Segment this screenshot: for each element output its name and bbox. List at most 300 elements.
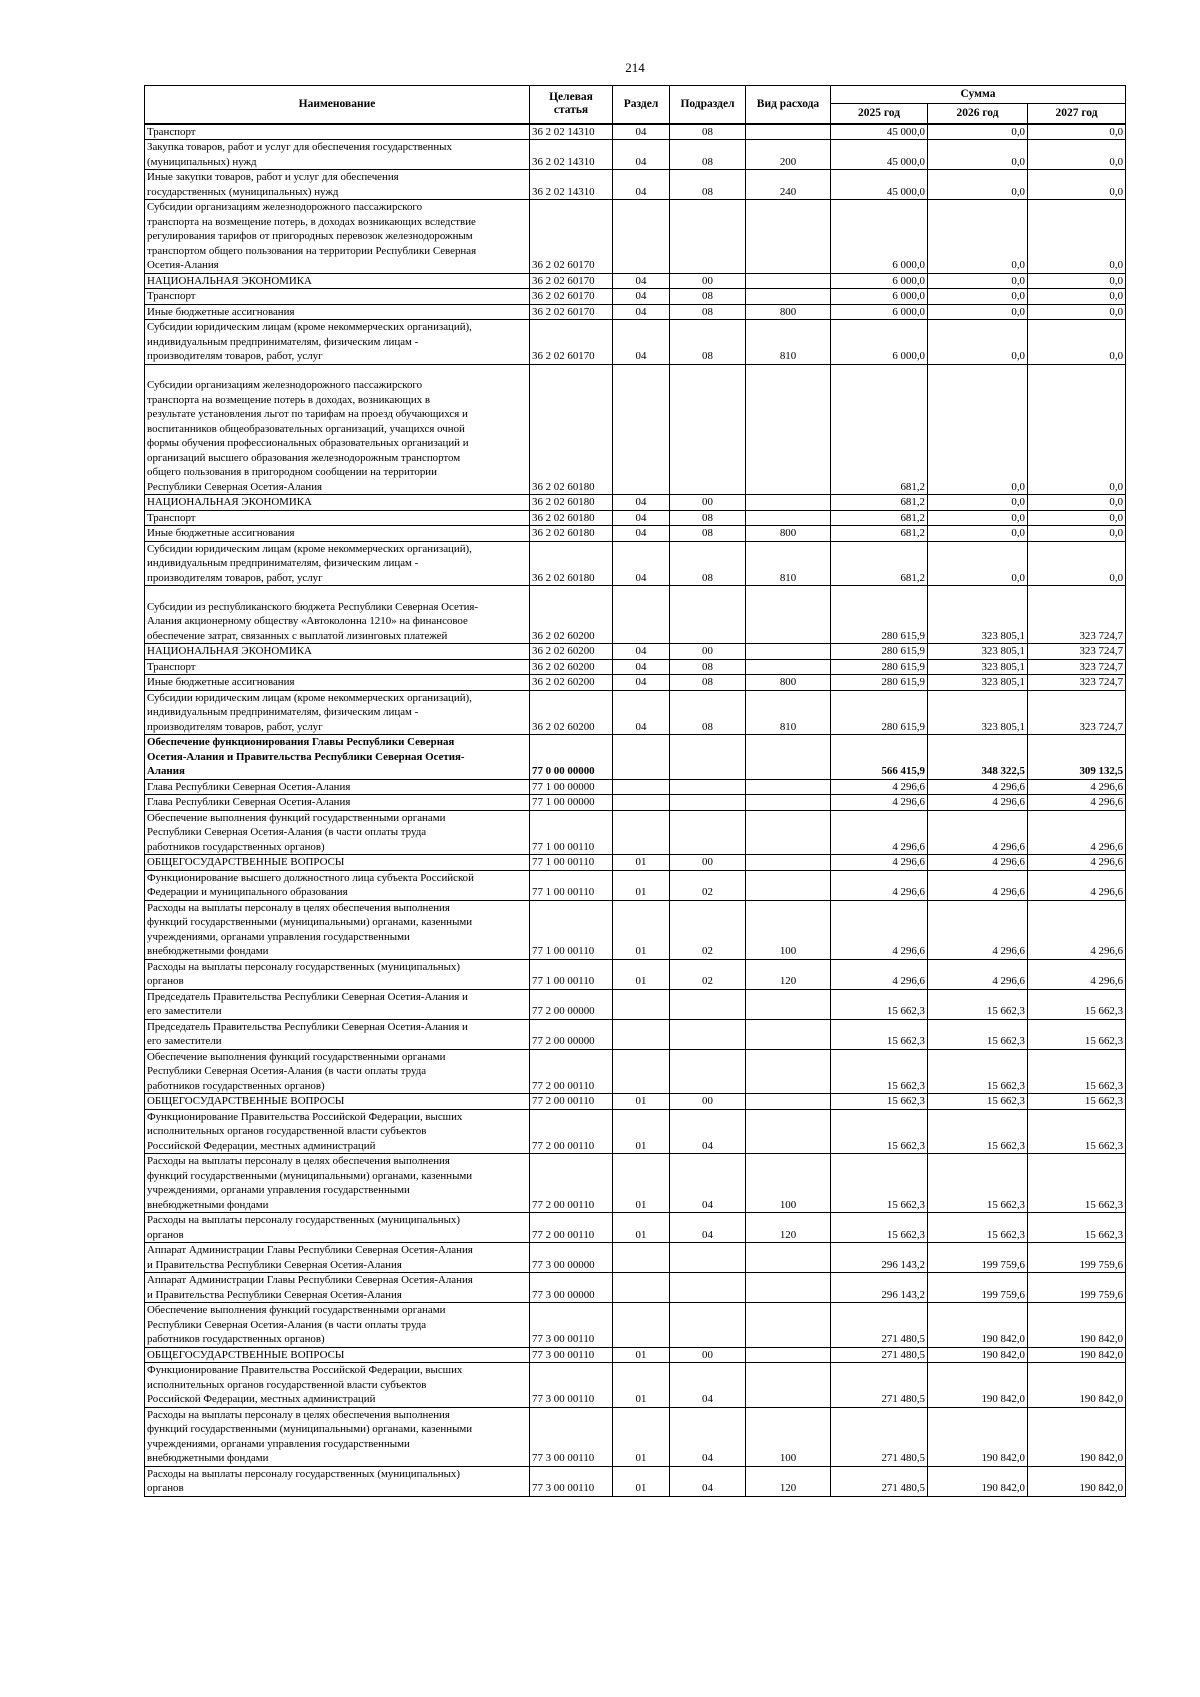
row-sum-2025: 15 662,3 [831,1019,928,1049]
row-sum-2025: 15 662,3 [831,1154,928,1213]
row-section: 01 [613,1109,670,1154]
row-name: Иные закупки товаров, работ и услуг для обеспечения государственных (муниципальных) нужд [145,170,530,200]
row-section: 01 [613,1347,670,1363]
row-section: 04 [613,320,670,365]
row-section: 01 [613,1154,670,1213]
row-expense-type [746,1347,831,1363]
row-sum-2026: 15 662,3 [928,989,1028,1019]
row-expense-type [746,1109,831,1154]
table-header [145,86,1126,124]
table-row [145,1154,1126,1213]
row-sum-2026: 15 662,3 [928,1019,1028,1049]
header-expense-type: Вид расхода [746,86,831,124]
row-subsection: 02 [670,959,746,989]
row-sum-2027: 4 296,6 [1028,959,1126,989]
row-sum-2027: 199 759,6 [1028,1243,1126,1273]
row-name: Субсидии организациям железнодорожного пассажирского транспорта на возмещение потерь, в доходах возникающих вследствие регулирования тарифов от пригородных перевозок железнодорожным транспортом общего пользования на территории Республики Северная Осетия-Алания [145,200,530,274]
row-expense-type [746,289,831,305]
row-sum-2026: 0,0 [928,124,1028,140]
row-sum-2025: 6 000,0 [831,289,928,305]
header-section: Раздел [613,86,670,124]
row-target-code: 77 3 00 00110 [530,1347,613,1363]
table-row [145,170,1126,200]
row-target-code: 36 2 02 60200 [530,675,613,691]
row-sum-2027: 190 842,0 [1028,1466,1126,1496]
row-sum-2025: 4 296,6 [831,810,928,855]
row-sum-2026: 190 842,0 [928,1466,1028,1496]
table-row [145,1049,1126,1094]
row-sum-2027: 0,0 [1028,320,1126,365]
row-subsection [670,1019,746,1049]
row-sum-2027: 0,0 [1028,364,1126,495]
row-sum-2026: 190 842,0 [928,1363,1028,1408]
row-sum-2026: 0,0 [928,526,1028,542]
header-2025: 2025 год [831,104,928,124]
row-name: Аппарат Администрации Главы Республики Северная Осетия-Алания и Правительства Республики Северная Осетия-Алания [145,1273,530,1303]
row-name: Расходы на выплаты персоналу в целях обеспечения выполнения функций государственными (муниципальными) органами, казенными учреждениями, органами управления государственными внебюджетными фондами [145,900,530,959]
row-target-code: 36 2 02 60200 [530,644,613,660]
row-target-code: 36 2 02 60180 [530,495,613,511]
row-sum-2027: 15 662,3 [1028,1049,1126,1094]
header-sum: Сумма [831,86,1126,104]
row-expense-type [746,779,831,795]
row-sum-2027: 15 662,3 [1028,1109,1126,1154]
table-row [145,989,1126,1019]
header-name: Наименование [145,86,530,124]
row-subsection: 04 [670,1407,746,1466]
row-sum-2025: 681,2 [831,510,928,526]
row-name: Субсидии юридическим лицам (кроме некоммерческих организаций), индивидуальным предпринимателям, физическим лицам - производителям товаров, работ, услуг [145,541,530,586]
row-section: 01 [613,959,670,989]
row-target-code: 77 1 00 00110 [530,900,613,959]
row-sum-2026: 4 296,6 [928,779,1028,795]
row-subsection: 00 [670,495,746,511]
row-target-code: 77 2 00 00110 [530,1049,613,1094]
row-target-code: 77 1 00 00110 [530,870,613,900]
row-sum-2026: 4 296,6 [928,959,1028,989]
table-row [145,320,1126,365]
row-expense-type [746,735,831,780]
table-row [145,855,1126,871]
row-sum-2026: 0,0 [928,273,1028,289]
table-row [145,795,1126,811]
row-expense-type: 810 [746,690,831,735]
row-sum-2026: 0,0 [928,495,1028,511]
row-sum-2027: 4 296,6 [1028,795,1126,811]
row-sum-2027: 4 296,6 [1028,779,1126,795]
row-expense-type: 200 [746,140,831,170]
row-sum-2026: 15 662,3 [928,1213,1028,1243]
row-sum-2027: 15 662,3 [1028,1213,1126,1243]
row-sum-2026: 323 805,1 [928,659,1028,675]
row-section [613,795,670,811]
row-subsection [670,1303,746,1348]
row-expense-type: 800 [746,526,831,542]
row-target-code: 77 2 00 00110 [530,1094,613,1110]
row-expense-type [746,659,831,675]
row-sum-2026: 15 662,3 [928,1094,1028,1110]
table-row [145,1347,1126,1363]
row-section: 04 [613,495,670,511]
page-number: 214 [625,60,645,75]
row-sum-2027: 0,0 [1028,140,1126,170]
row-sum-2027: 323 724,7 [1028,690,1126,735]
row-sum-2025: 681,2 [831,526,928,542]
row-target-code: 77 3 00 00000 [530,1243,613,1273]
row-subsection: 02 [670,900,746,959]
row-sum-2025: 45 000,0 [831,140,928,170]
table-row [145,124,1126,140]
row-subsection [670,1273,746,1303]
row-sum-2026: 0,0 [928,510,1028,526]
row-name: Расходы на выплаты персоналу государственных (муниципальных) органов [145,959,530,989]
row-name: Обеспечение функционирования Главы Республики Северная Осетия-Алания и Правительства Республики Северная Осетия- Алания [145,735,530,780]
row-subsection: 08 [670,675,746,691]
row-section [613,1303,670,1348]
row-subsection: 08 [670,510,746,526]
header-2027: 2027 год [1028,104,1126,124]
row-name: НАЦИОНАЛЬНАЯ ЭКОНОМИКА [145,644,530,660]
row-target-code: 36 2 02 60200 [530,659,613,675]
row-sum-2025: 271 480,5 [831,1363,928,1408]
row-target-code: 36 2 02 60200 [530,690,613,735]
row-target-code: 77 1 00 00000 [530,779,613,795]
row-subsection: 08 [670,541,746,586]
row-subsection: 00 [670,273,746,289]
row-subsection: 08 [670,140,746,170]
row-subsection: 08 [670,170,746,200]
row-subsection: 00 [670,644,746,660]
row-section: 04 [613,510,670,526]
row-subsection: 08 [670,526,746,542]
row-target-code: 77 1 00 00000 [530,795,613,811]
row-section: 04 [613,675,670,691]
row-target-code: 36 2 02 60180 [530,364,613,495]
row-expense-type: 120 [746,1213,831,1243]
row-sum-2025: 15 662,3 [831,1049,928,1094]
row-expense-type [746,124,831,140]
row-name: Аппарат Администрации Главы Республики Северная Осетия-Алания и Правительства Республики Северная Осетия-Алания [145,1243,530,1273]
row-expense-type [746,1303,831,1348]
table-row [145,495,1126,511]
row-sum-2026: 4 296,6 [928,855,1028,871]
row-section [613,810,670,855]
row-sum-2025: 271 480,5 [831,1466,928,1496]
row-sum-2026: 4 296,6 [928,795,1028,811]
row-expense-type: 810 [746,541,831,586]
row-subsection: 08 [670,690,746,735]
row-target-code: 77 2 00 00110 [530,1154,613,1213]
row-expense-type: 100 [746,1407,831,1466]
row-section: 04 [613,289,670,305]
row-section: 01 [613,900,670,959]
row-subsection: 00 [670,1094,746,1110]
row-sum-2025: 280 615,9 [831,675,928,691]
row-name: Председатель Правительства Республики Северная Осетия-Алания и его заместители [145,1019,530,1049]
row-sum-2027: 15 662,3 [1028,989,1126,1019]
row-name: Субсидии организациям железнодорожного пассажирского транспорта на возмещение потерь в доходах, возникающих в результате установления льгот по тарифам на проезд обучающихся и воспитанников общеобразовательных организаций, учащихся очной формы обучения профессиональных образовательных организаций и организаций высшего образования железнодорожным транспортом общего пользования в пригородном сообщении на территории Республики Северная Осетия-Алания [145,364,530,495]
row-expense-type [746,644,831,660]
row-name: Иные бюджетные ассигнования [145,675,530,691]
table-row [145,304,1126,320]
row-sum-2026: 4 296,6 [928,870,1028,900]
row-sum-2025: 4 296,6 [831,795,928,811]
row-subsection: 08 [670,289,746,305]
row-sum-2025: 280 615,9 [831,586,928,644]
row-sum-2027: 190 842,0 [1028,1347,1126,1363]
row-sum-2026: 4 296,6 [928,810,1028,855]
row-expense-type [746,855,831,871]
row-sum-2025: 15 662,3 [831,1109,928,1154]
row-sum-2026: 190 842,0 [928,1407,1028,1466]
row-sum-2027: 0,0 [1028,541,1126,586]
row-section: 04 [613,526,670,542]
row-subsection [670,200,746,274]
row-target-code: 77 2 00 00110 [530,1213,613,1243]
row-sum-2025: 15 662,3 [831,989,928,1019]
row-sum-2027: 0,0 [1028,200,1126,274]
row-sum-2026: 323 805,1 [928,644,1028,660]
row-sum-2026: 0,0 [928,289,1028,305]
row-sum-2027: 199 759,6 [1028,1273,1126,1303]
row-name: Иные бюджетные ассигнования [145,526,530,542]
row-sum-2026: 0,0 [928,304,1028,320]
row-name: НАЦИОНАЛЬНАЯ ЭКОНОМИКА [145,273,530,289]
row-sum-2026: 348 322,5 [928,735,1028,780]
row-expense-type [746,364,831,495]
table-row [145,810,1126,855]
row-expense-type: 240 [746,170,831,200]
row-name: Субсидии из республиканского бюджета Республики Северная Осетия- Алания акционерному обществу «Автоколонна 1210» на финансовое обеспечение затрат, связанных с выплатой лизинговых платежей [145,586,530,644]
row-section [613,1019,670,1049]
row-sum-2025: 271 480,5 [831,1407,928,1466]
row-sum-2027: 0,0 [1028,495,1126,511]
row-sum-2027: 4 296,6 [1028,870,1126,900]
row-subsection: 04 [670,1363,746,1408]
row-subsection: 08 [670,124,746,140]
row-name: Глава Республики Северная Осетия-Алания [145,779,530,795]
row-subsection [670,735,746,780]
row-subsection [670,779,746,795]
table-row [145,289,1126,305]
row-sum-2026: 190 842,0 [928,1347,1028,1363]
row-sum-2027: 4 296,6 [1028,810,1126,855]
row-section [613,989,670,1019]
table-row [145,659,1126,675]
row-sum-2027: 15 662,3 [1028,1154,1126,1213]
row-sum-2025: 45 000,0 [831,124,928,140]
row-sum-2027: 15 662,3 [1028,1019,1126,1049]
table-row [145,510,1126,526]
row-subsection: 04 [670,1109,746,1154]
row-sum-2027: 0,0 [1028,304,1126,320]
row-name: ОБЩЕГОСУДАРСТВЕННЫЕ ВОПРОСЫ [145,1347,530,1363]
row-expense-type: 800 [746,304,831,320]
row-sum-2026: 15 662,3 [928,1109,1028,1154]
header-2026: 2026 год [928,104,1028,124]
row-target-code: 77 1 00 00110 [530,810,613,855]
row-expense-type: 100 [746,1154,831,1213]
row-subsection [670,586,746,644]
row-target-code: 77 3 00 00000 [530,1273,613,1303]
table-body [145,124,1126,1497]
row-sum-2026: 0,0 [928,364,1028,495]
row-expense-type: 120 [746,1466,831,1496]
table-row [145,526,1126,542]
row-subsection: 08 [670,659,746,675]
row-expense-type [746,200,831,274]
row-subsection [670,989,746,1019]
row-expense-type [746,1273,831,1303]
row-sum-2027: 190 842,0 [1028,1303,1126,1348]
row-target-code: 36 2 02 14310 [530,170,613,200]
row-target-code: 36 2 02 60170 [530,320,613,365]
table-row [145,1019,1126,1049]
row-expense-type [746,810,831,855]
row-expense-type [746,870,831,900]
row-name: ОБЩЕГОСУДАРСТВЕННЫЕ ВОПРОСЫ [145,1094,530,1110]
row-subsection: 00 [670,1347,746,1363]
row-sum-2027: 323 724,7 [1028,659,1126,675]
row-name: Транспорт [145,289,530,305]
row-name: Субсидии юридическим лицам (кроме некоммерческих организаций), индивидуальным предпринимателям, физическим лицам - производителям товаров, работ, услуг [145,690,530,735]
row-sum-2025: 6 000,0 [831,304,928,320]
row-subsection [670,810,746,855]
row-section [613,364,670,495]
row-sum-2025: 6 000,0 [831,200,928,274]
table-row [145,779,1126,795]
row-sum-2027: 0,0 [1028,170,1126,200]
table-row [145,1094,1126,1110]
row-sum-2025: 4 296,6 [831,900,928,959]
table-row [145,735,1126,780]
row-target-code: 36 2 02 60180 [530,510,613,526]
row-target-code: 77 1 00 00110 [530,855,613,871]
row-expense-type: 810 [746,320,831,365]
row-sum-2025: 280 615,9 [831,644,928,660]
row-name: Председатель Правительства Республики Северная Осетия-Алания и его заместители [145,989,530,1019]
row-expense-type [746,510,831,526]
row-target-code: 36 2 02 60170 [530,304,613,320]
table-row [145,690,1126,735]
row-sum-2027: 309 132,5 [1028,735,1126,780]
table-row [145,140,1126,170]
row-sum-2025: 681,2 [831,541,928,586]
row-section: 01 [613,1363,670,1408]
row-subsection [670,364,746,495]
table-row [145,1407,1126,1466]
table-row [145,1213,1126,1243]
row-sum-2026: 199 759,6 [928,1243,1028,1273]
table-row [145,900,1126,959]
row-section: 01 [613,1407,670,1466]
row-target-code: 36 2 02 14310 [530,124,613,140]
row-sum-2027: 0,0 [1028,124,1126,140]
row-sum-2027: 0,0 [1028,273,1126,289]
table-row [145,200,1126,274]
row-sum-2025: 681,2 [831,495,928,511]
row-name: Закупка товаров, работ и услуг для обеспечения государственных (муниципальных) нужд [145,140,530,170]
row-sum-2025: 280 615,9 [831,659,928,675]
row-sum-2027: 0,0 [1028,526,1126,542]
row-expense-type [746,989,831,1019]
row-name: Иные бюджетные ассигнования [145,304,530,320]
row-expense-type: 120 [746,959,831,989]
row-sum-2025: 45 000,0 [831,170,928,200]
row-subsection [670,1049,746,1094]
row-sum-2027: 15 662,3 [1028,1094,1126,1110]
row-section: 01 [613,1466,670,1496]
row-section [613,200,670,274]
row-sum-2026: 190 842,0 [928,1303,1028,1348]
row-sum-2027: 4 296,6 [1028,900,1126,959]
row-section: 04 [613,659,670,675]
row-name: Обеспечение выполнения функций государственными органами Республики Северная Осетия-Алания (в части оплаты труда работников государственных органов) [145,1049,530,1094]
row-expense-type [746,795,831,811]
table-row [145,675,1126,691]
row-sum-2027: 323 724,7 [1028,586,1126,644]
row-name: Субсидии юридическим лицам (кроме некоммерческих организаций), индивидуальным предпринимателям, физическим лицам - производителям товаров, работ, услуг [145,320,530,365]
row-sum-2025: 681,2 [831,364,928,495]
table-row [145,1466,1126,1496]
row-subsection: 04 [670,1213,746,1243]
row-sum-2027: 323 724,7 [1028,644,1126,660]
row-target-code: 77 3 00 00110 [530,1363,613,1408]
row-sum-2027: 4 296,6 [1028,855,1126,871]
row-section [613,1273,670,1303]
row-sum-2026: 0,0 [928,140,1028,170]
row-sum-2026: 15 662,3 [928,1049,1028,1094]
row-section: 01 [613,1213,670,1243]
row-target-code: 77 3 00 00110 [530,1303,613,1348]
row-name: Транспорт [145,659,530,675]
row-sum-2026: 323 805,1 [928,675,1028,691]
row-subsection: 08 [670,304,746,320]
row-sum-2025: 6 000,0 [831,273,928,289]
row-sum-2025: 6 000,0 [831,320,928,365]
row-subsection [670,795,746,811]
table-row [145,870,1126,900]
row-name: ОБЩЕГОСУДАРСТВЕННЫЕ ВОПРОСЫ [145,855,530,871]
row-section: 01 [613,1094,670,1110]
row-target-code: 77 3 00 00110 [530,1407,613,1466]
row-section: 04 [613,644,670,660]
row-name: Функционирование высшего должностного лица субъекта Российской Федерации и муниципального образования [145,870,530,900]
table-row [145,364,1126,495]
row-sum-2026: 323 805,1 [928,690,1028,735]
table-row [145,644,1126,660]
row-section: 04 [613,304,670,320]
row-target-code: 77 1 00 00110 [530,959,613,989]
header-subsection: Подраздел [670,86,746,124]
row-name: Расходы на выплаты персоналу государственных (муниципальных) органов [145,1466,530,1496]
row-expense-type [746,495,831,511]
row-sum-2027: 0,0 [1028,289,1126,305]
row-section: 04 [613,170,670,200]
table-row [145,1303,1126,1348]
row-section: 04 [613,273,670,289]
row-target-code: 36 2 02 60170 [530,200,613,274]
row-name: Транспорт [145,124,530,140]
row-section: 01 [613,870,670,900]
row-sum-2025: 4 296,6 [831,855,928,871]
table-row [145,959,1126,989]
row-subsection: 00 [670,855,746,871]
row-sum-2026: 0,0 [928,320,1028,365]
row-sum-2025: 296 143,2 [831,1273,928,1303]
row-target-code: 36 2 02 60170 [530,273,613,289]
row-expense-type: 100 [746,900,831,959]
